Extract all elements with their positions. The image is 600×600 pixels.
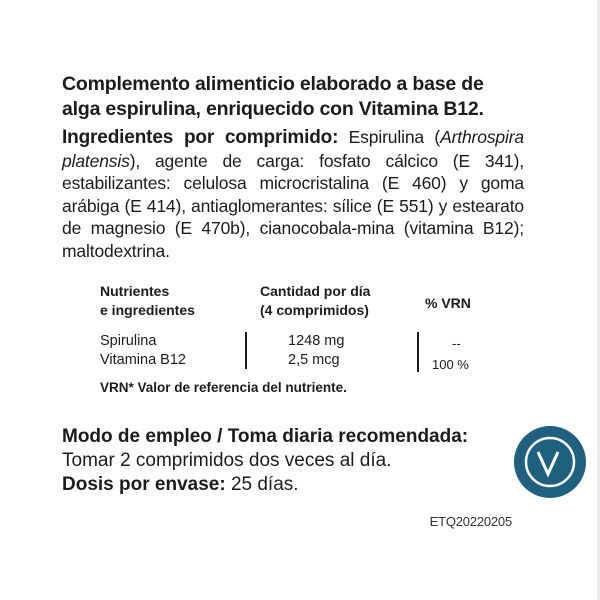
column-divider-1: [245, 332, 247, 369]
brand-logo-icon: [514, 426, 586, 498]
header-nutrients-line-1: Nutrientes: [100, 283, 170, 299]
header-amount: [260, 282, 370, 320]
doses-line: [62, 473, 524, 497]
label-code: ETQ20220205: [429, 514, 512, 529]
ingredients-text-1: Espirulina (: [338, 127, 441, 147]
product-description: [62, 72, 524, 122]
header-nutrients-line-2: e ingredientes: [100, 302, 195, 318]
intro-line-1: Complemento alimenticio elaborado a base de: [62, 73, 484, 95]
header-amount-line-2: (4 comprimidos): [260, 302, 369, 318]
row-vrn-spirulina: --: [452, 336, 461, 351]
ingredients-latin-name: Arthrospira platensis: [62, 127, 524, 171]
row-vrn-vitamin-b12: 100 %: [432, 357, 469, 372]
row-name-vitamin-b12: Vitamina B12: [100, 352, 186, 368]
packaging-edge-band: [550, 0, 600, 600]
ingredients-paragraph: [62, 126, 524, 262]
intro-line-2: alga espirulina, enriquecido con Vitamina B12.: [62, 98, 484, 120]
row-name-spirulina: Spirulina: [100, 333, 157, 349]
usage-title: Modo de empleo / Toma diaria recomendada:: [62, 426, 469, 447]
doses-value: 25 días.: [225, 474, 299, 495]
ingredients-text-2: ), agente de carga: fosfato cálcico (E 341), estabilizantes: celulosa microcristalina (E 460) y goma arábiga (E 414), antiaglomerantes: sílice (E 551) y estearato de magnesio (E 470b), cianocobala-mina (vitamina B12); maltodextrina.: [62, 150, 524, 261]
header-amount-line-1: Cantidad por día: [260, 283, 371, 299]
row-amount-spirulina: 1248 mg: [288, 333, 345, 349]
doses-label: Dosis por envase:: [62, 474, 226, 495]
row-amount-vitamin-b12: 2,5 mcg: [288, 352, 340, 368]
usage-section: [62, 425, 524, 497]
vrn-footnote: VRN* Valor de referencia del nutriente.: [100, 380, 347, 395]
ingredients-heading: Ingredientes por comprimido:: [62, 127, 339, 148]
header-nutrients: [100, 282, 195, 320]
column-divider-2: [417, 332, 419, 372]
header-vrn: % VRN: [425, 295, 471, 311]
usage-instructions: Tomar 2 comprimidos dos veces al día.: [62, 450, 392, 471]
